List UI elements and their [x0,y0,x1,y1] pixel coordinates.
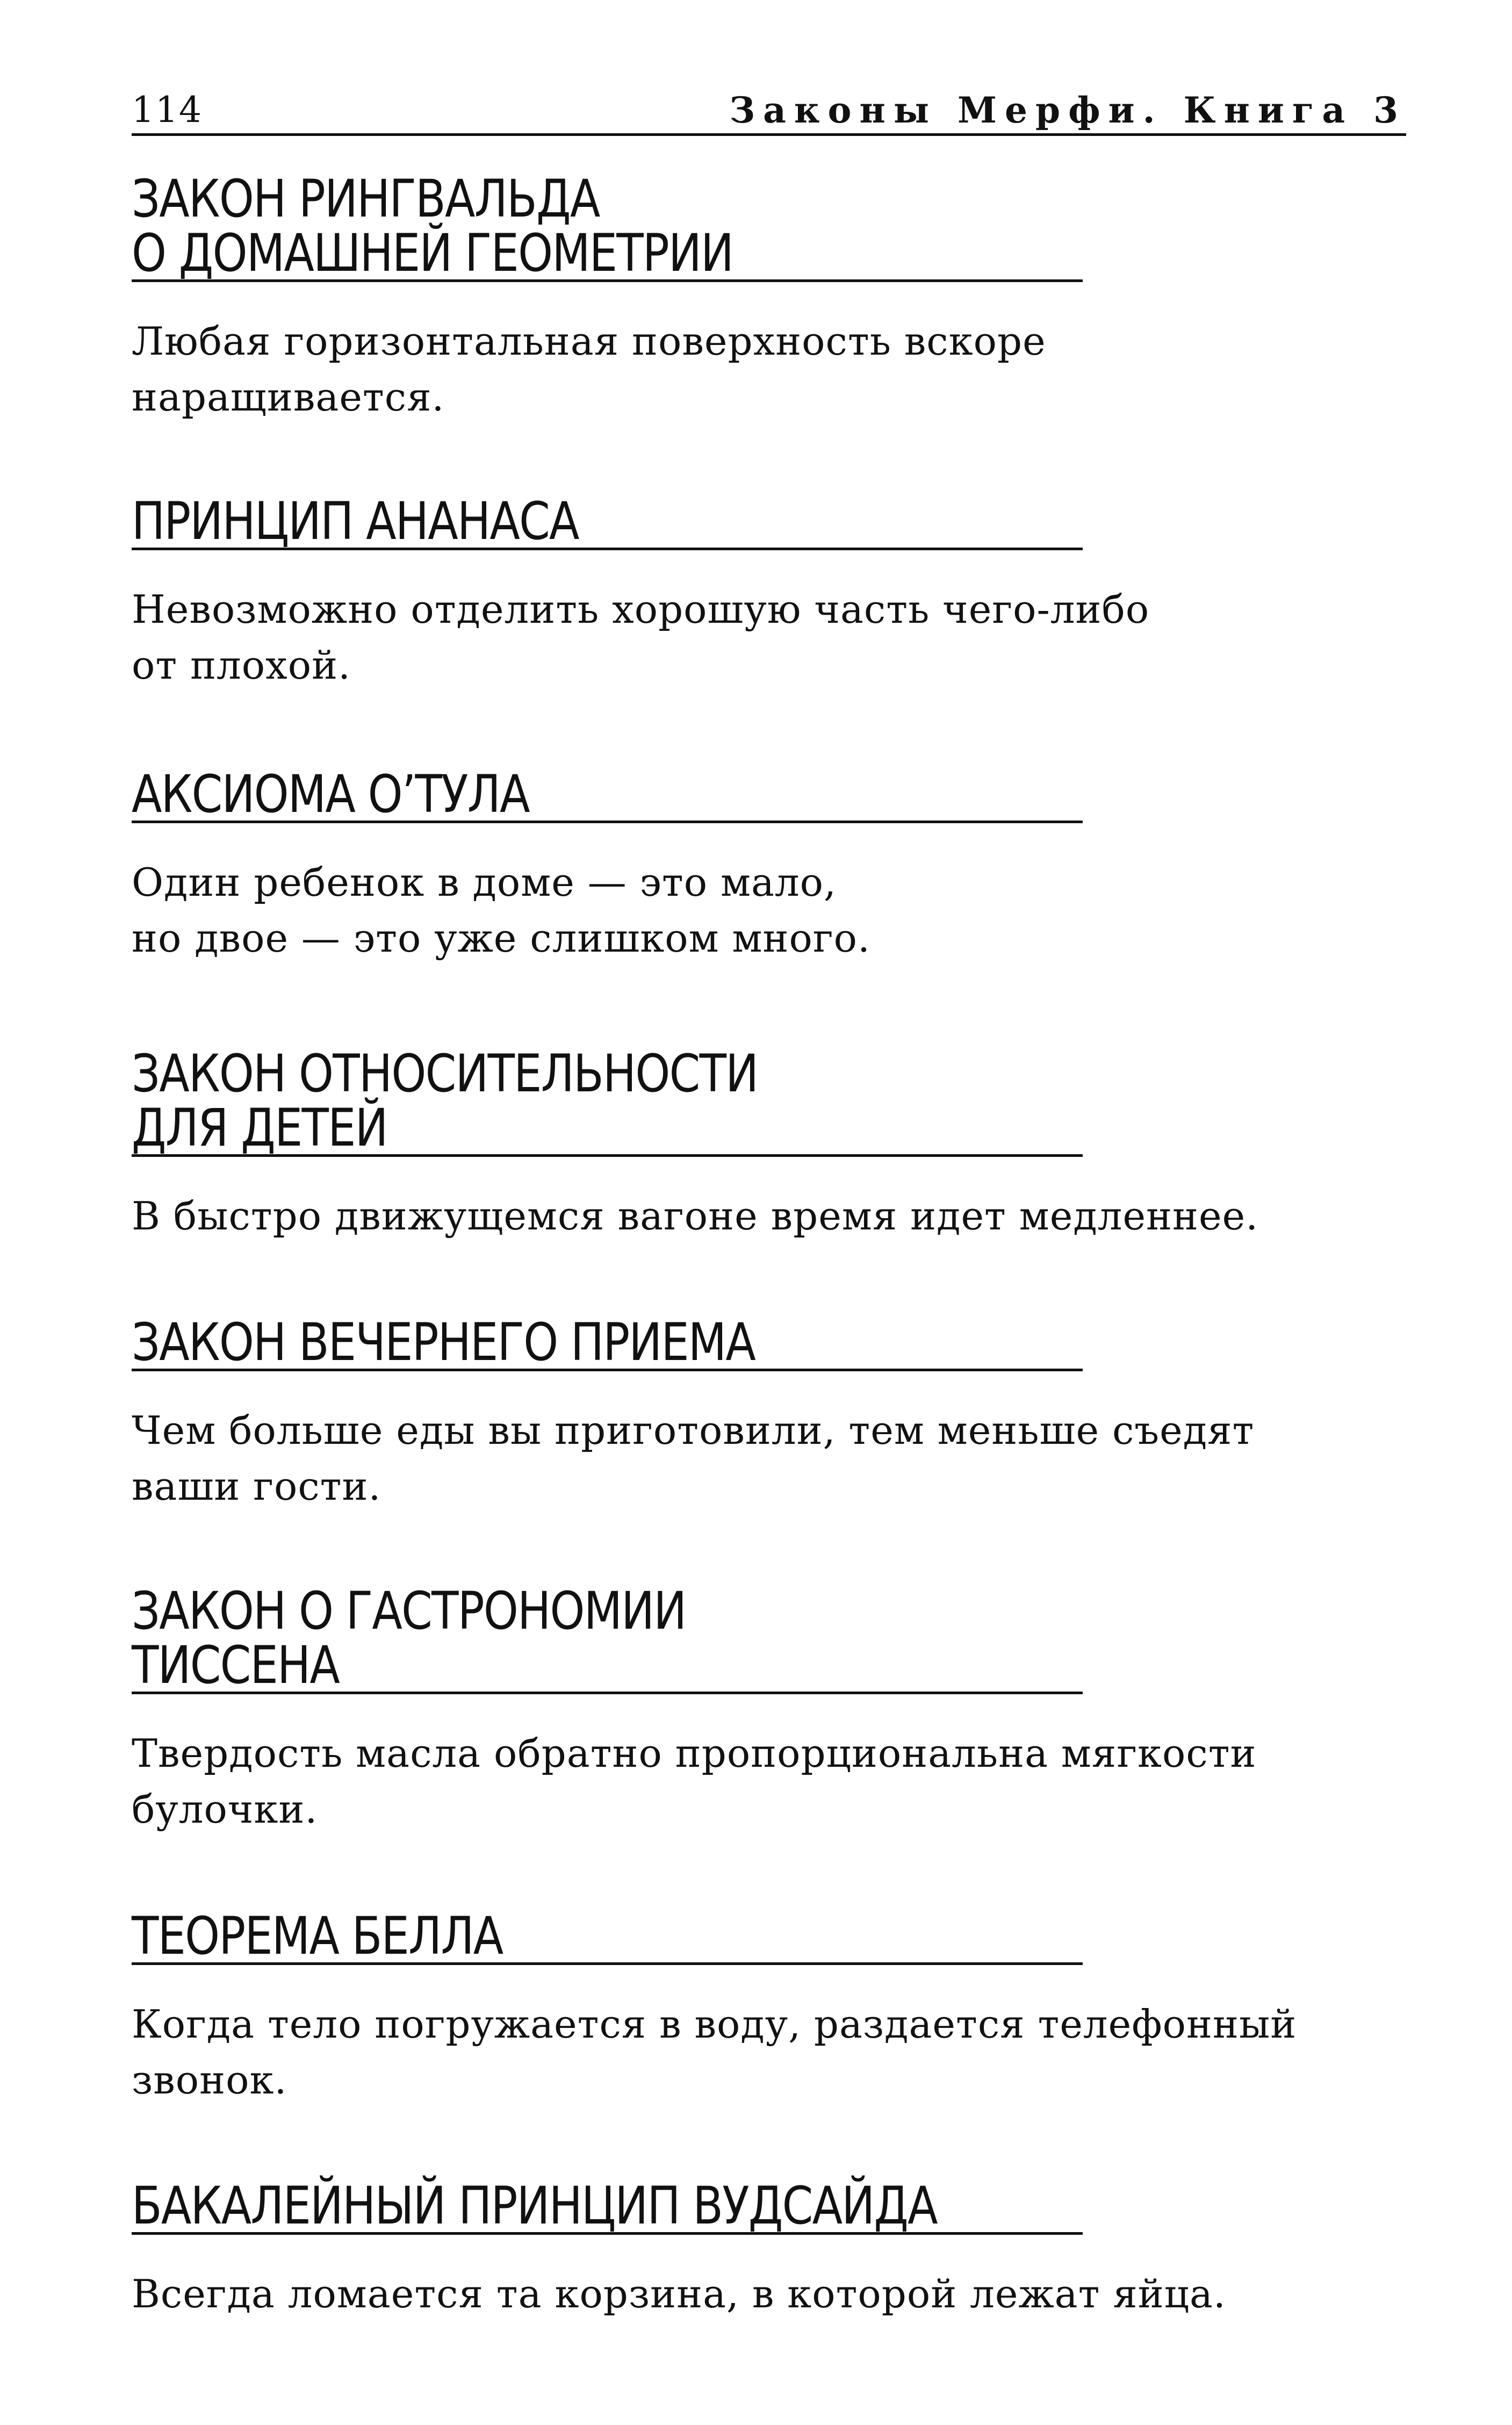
law-title-line: ПРИНЦИП АНАНАСА [132,491,579,551]
law-title-line: АКСИОМА О’ТУЛА [132,764,529,824]
law-title [132,169,954,283]
law-text-line: ваши гости. [132,1463,381,1509]
law-otool [132,764,1384,966]
law-title-line: ЗАКОН ОТНОСИТЕЛЬНОСТИ [132,1044,758,1104]
page-header [132,80,1406,136]
law-text [132,313,1384,425]
law-text [132,581,1384,693]
law-title [132,1581,954,1695]
law-text [132,1725,1384,1837]
law-text [132,1188,1384,1244]
law-text-line: В быстро движущемся вагоне время идет медленнее. [132,1193,1259,1239]
law-thyssen-gastronomy [132,1581,1384,1837]
law-title [132,491,954,551]
law-title [132,1044,954,1158]
law-title-line: ТЕОРЕМА БЕЛЛА [132,1906,503,1966]
law-title-line: О ДОМАШНЕЙ ГЕОМЕТРИИ [132,222,733,283]
law-text-line: звонок. [132,2057,287,2103]
law-text [132,1402,1384,1514]
law-text [132,1996,1384,2108]
law-title [132,1906,954,1966]
law-relativity-children [132,1044,1384,1244]
law-bell-theorem [132,1906,1384,2108]
running-title: Законы Мерфи. Книга 3 [729,89,1406,131]
law-text-line: Когда тело погружается в воду, раздается телефонный [132,2001,1297,2047]
law-ringwald [132,169,1384,425]
law-pineapple [132,491,1384,693]
law-title [132,1312,954,1372]
law-title-line: ТИССЕНА [132,1635,340,1695]
law-text-line: от плохой. [132,642,351,688]
law-text-line: Любая горизонтальная поверхность вскоре [132,318,1046,364]
law-title-line: ДЛЯ ДЕТЕЙ [132,1097,387,1158]
law-title-line: ЗАКОН РИНГВАЛЬДА [132,169,600,229]
law-text [132,2266,1384,2322]
law-text-line: Один ребенок в доме — это мало, [132,859,837,905]
law-title-line: ЗАКОН ВЕЧЕРНЕГО ПРИЕМА [132,1312,755,1372]
law-text-line: Невозможно отделить хорошую часть чего-либо [132,586,1150,632]
law-evening-reception [132,1312,1384,1514]
law-text-line: Чем больше еды вы приготовили, тем меньше съедят [132,1407,1255,1453]
law-text-line: Всегда ломается та корзина, в которой лежат яйца. [132,2271,1226,2316]
page-number: 114 [132,89,203,131]
law-title-line: БАКАЛЕЙНЫЙ ПРИНЦИП ВУДСАЙДА [132,2176,937,2236]
law-woodside-grocery [132,2176,1384,2322]
law-title [132,2176,954,2236]
law-title-line: ЗАКОН О ГАСТРОНОМИИ [132,1581,686,1641]
law-title [132,764,954,824]
law-text-line: наращивается. [132,374,445,420]
law-text [132,854,1384,966]
law-text-line: Твердость масла обратно пропорциональна мягкости [132,1730,1257,1776]
law-text-line: булочки. [132,1786,318,1832]
law-text-line: но двое — это уже слишком много. [132,915,870,961]
